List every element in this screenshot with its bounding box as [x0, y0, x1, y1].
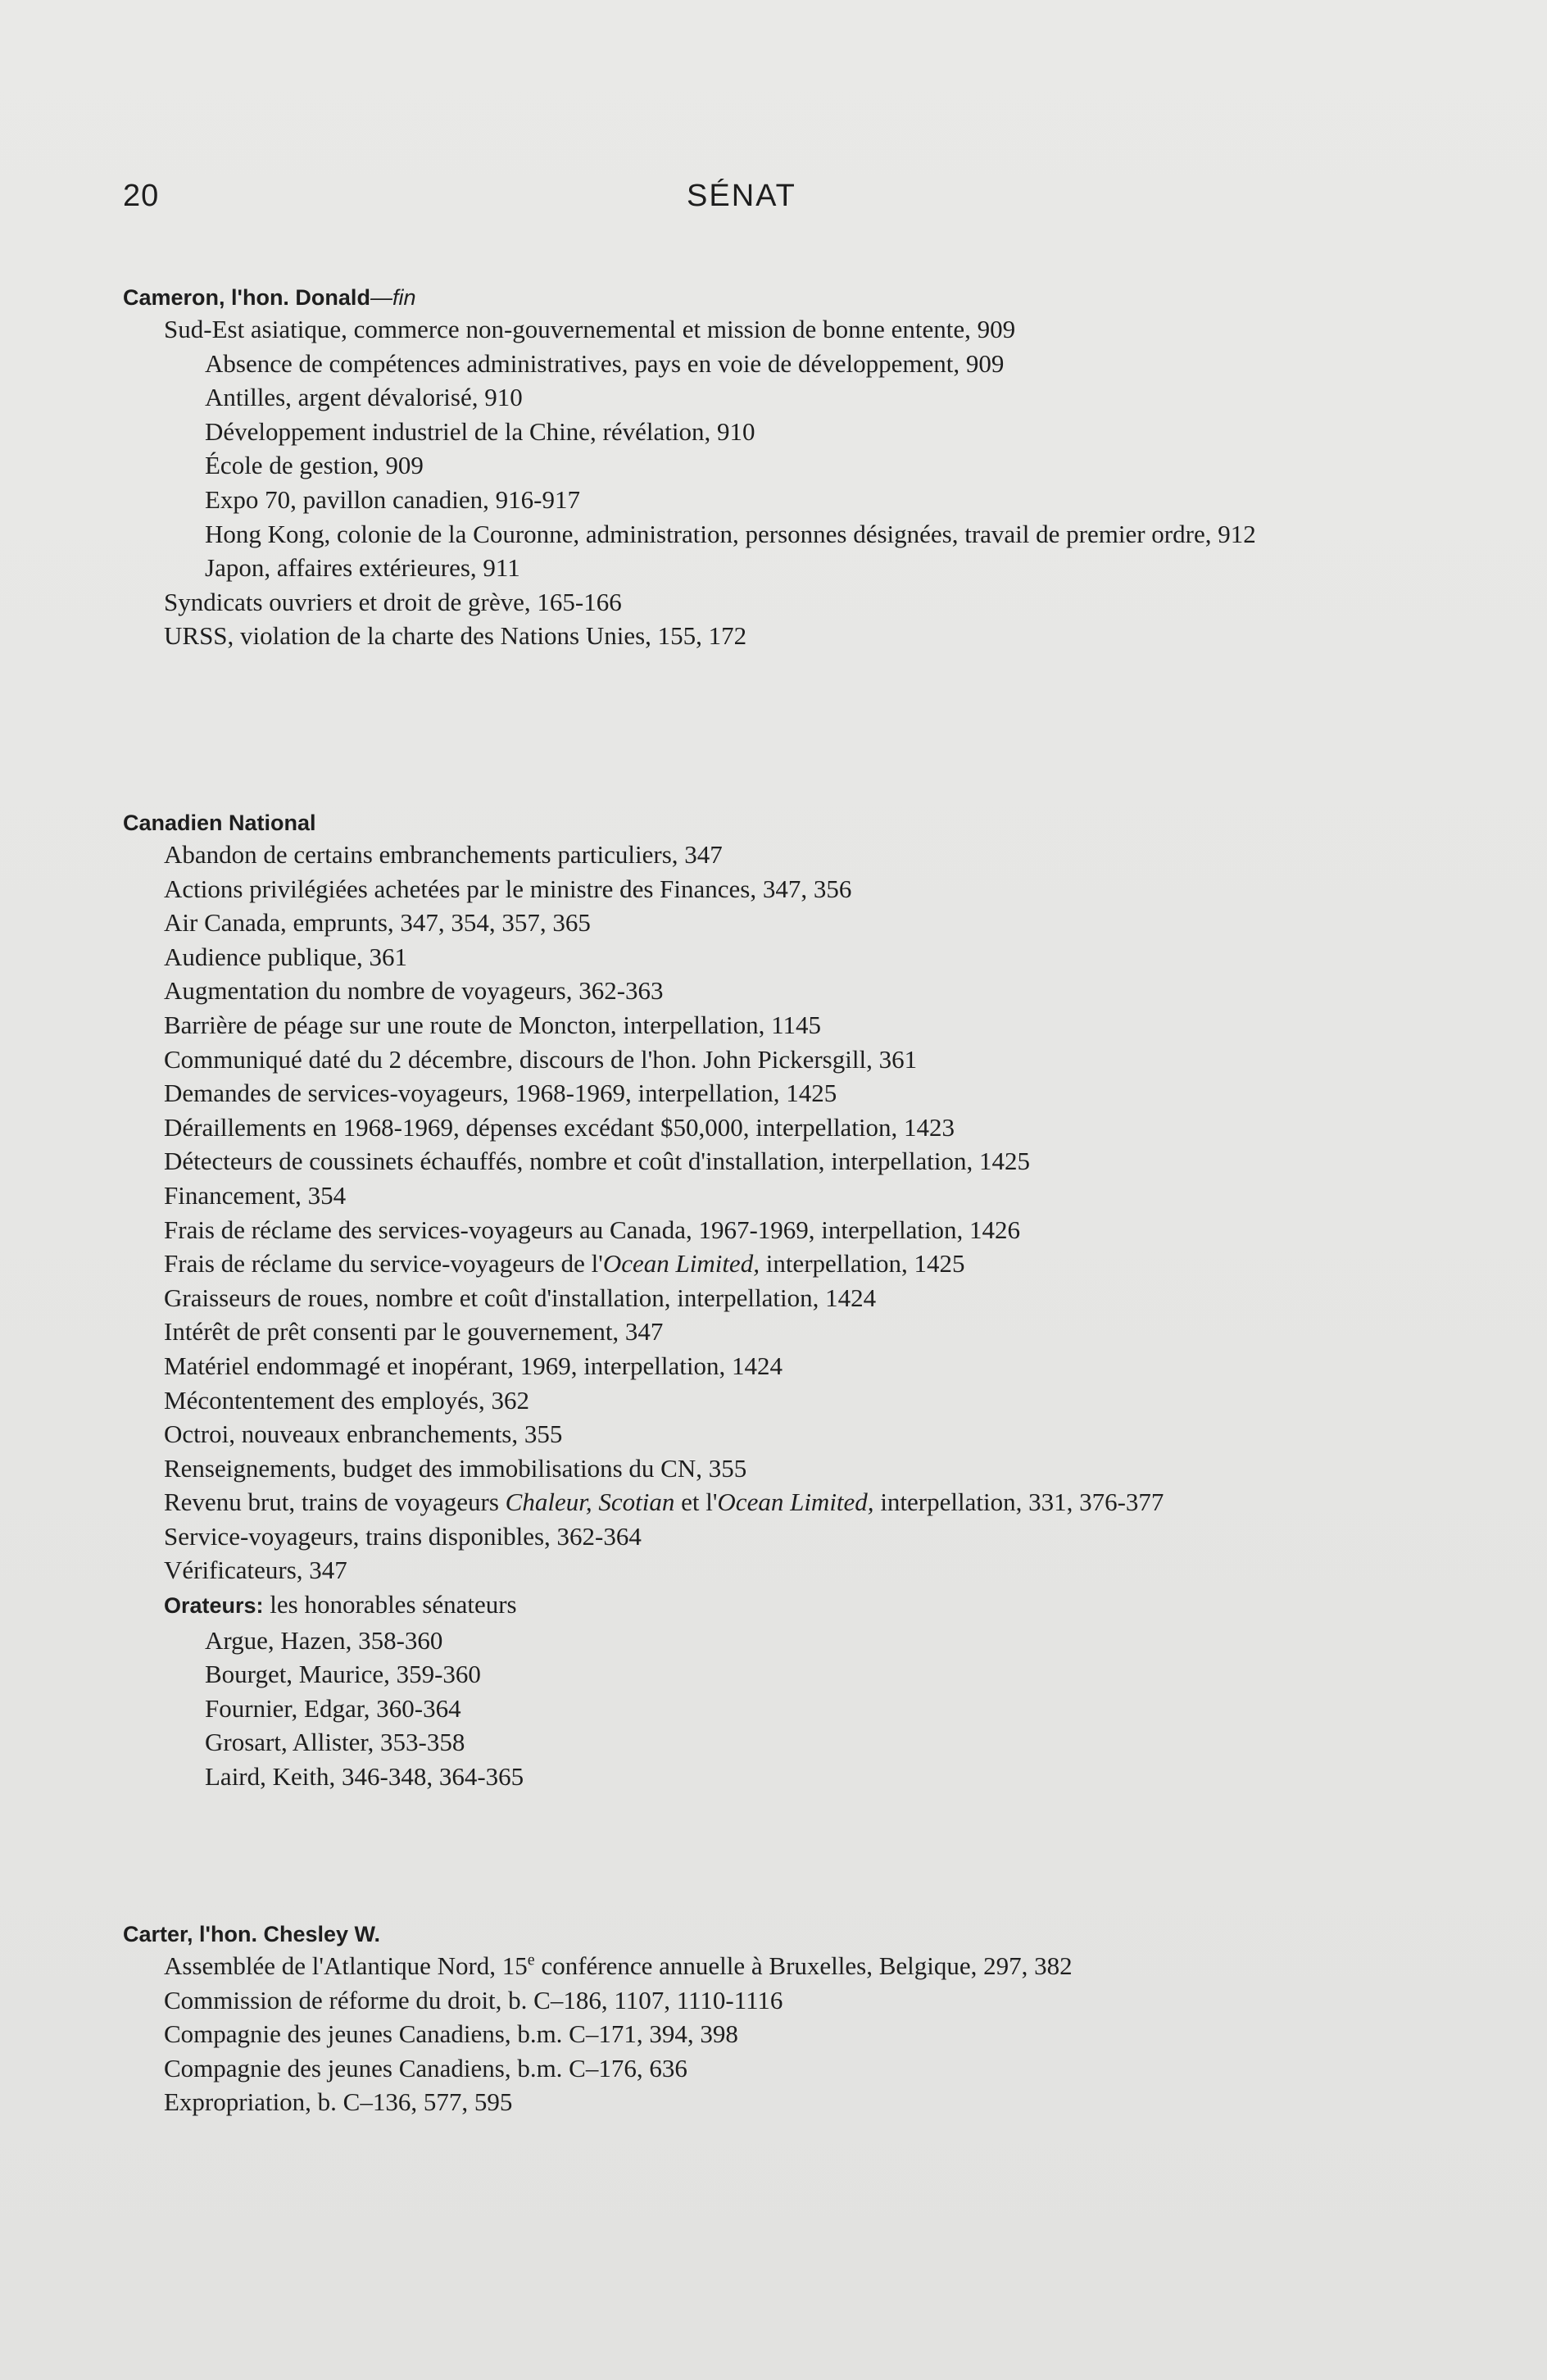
subentry [123, 1247, 1434, 1281]
subentry [123, 1485, 1434, 1519]
subentry: Augmentation du nombre de voyageurs, 362-363 [164, 976, 664, 1006]
subentry: Expo 70, pavillon canadien, 916-917 [205, 484, 581, 514]
subentry: Abandon de certains embranchements particuliers, 347 [164, 840, 723, 869]
subentry: Syndicats ouvriers et droit de grève, 165-166 [164, 587, 622, 616]
subentry-text: Assemblée de l'Atlantique Nord, 15 [164, 1951, 528, 1980]
subentry: Compagnie des jeunes Canadiens, b.m. C–171, 394, 398 [164, 2019, 738, 2049]
subentry: Octroi, nouveaux enbranchements, 355 [164, 1419, 563, 1449]
subentry-list [123, 838, 1434, 1794]
subentry: Matériel endommagé et inopérant, 1969, interpellation, 1424 [164, 1351, 783, 1380]
subentry: Sud-Est asiatique, commerce non-gouvernemental et mission de bonne entente, 909 [164, 315, 1016, 343]
train-name: Chaleur, Scotian [505, 1488, 675, 1517]
running-head-title: SÉNAT [687, 179, 796, 213]
subentry [123, 1949, 1434, 1983]
subentry: Compagnie des jeunes Canadiens, b.m. C–176, 636 [164, 2053, 687, 2082]
speaker-entry: Argue, Hazen, 358-360 [205, 1625, 443, 1655]
subentry: Expropriation, b. C–136, 577, 595 [164, 2087, 513, 2117]
speakers-text: les honorables sénateurs [263, 1590, 517, 1619]
subentry: Intérêt de prêt consenti par le gouvernement, 347 [164, 1317, 664, 1347]
heading-name: Cameron, l'hon. Donald [123, 285, 370, 310]
speakers-heading [123, 1587, 1434, 1624]
train-name: Ocean Limited, [717, 1488, 874, 1517]
subentry: URSS, violation de la charte des Nations Unies, 155, 172 [164, 621, 747, 651]
subentry: Actions privilégiées achetées par le ministre des Finances, 347, 356 [164, 874, 852, 903]
subentry: Déraillements en 1968-1969, dépenses excédant $50,000, interpellation, 1423 [164, 1112, 955, 1142]
index-entry-canadien-national [123, 808, 1434, 1794]
subentry: Commission de réforme du droit, b. C–186, 1107, 1110-1116 [164, 1985, 783, 2014]
subentry-text: interpellation, 1425 [759, 1249, 965, 1279]
subentry: Frais de réclame des services-voyageurs au Canada, 1967-1969, interpellation, 1426 [164, 1215, 1021, 1244]
subentry: Graisseurs de roues, nombre et coût d'installation, interpellation, 1424 [164, 1283, 877, 1312]
speakers-label: Orateurs: [164, 1593, 264, 1619]
subentry-text: conférence annuelle à Bruxelles, Belgique, 297, 382 [534, 1951, 1073, 1980]
subentry: Vérificateurs, 347 [164, 1556, 347, 1585]
subentry: Détecteurs de coussinets échauffés, nombre et coût d'installation, interpellation, 1425 [164, 1147, 1030, 1176]
subentry: Développement industriel de la Chine, révélation, 910 [205, 416, 755, 446]
heading-suffix: —fin [370, 285, 416, 310]
train-name: Ocean Limited, [602, 1249, 760, 1279]
page-number: 20 [123, 179, 160, 213]
entry-heading [123, 283, 1434, 312]
speaker-entry: Laird, Keith, 346-348, 364-365 [205, 1762, 524, 1792]
subentry: Antilles, argent dévalorisé, 910 [205, 383, 523, 412]
subentry: Barrière de péage sur une route de Moncton, interpellation, 1145 [164, 1010, 821, 1039]
entry-heading: Canadien National [123, 811, 316, 835]
subentry: Air Canada, emprunts, 347, 354, 357, 365 [164, 908, 591, 938]
subentry: Audience publique, 361 [164, 942, 408, 971]
index-entry-cameron [123, 283, 1434, 653]
subentry-list [123, 312, 1434, 653]
subentry: Communiqué daté du 2 décembre, discours de l'hon. John Pickersgill, 361 [164, 1044, 918, 1074]
subentry: Absence de compétences administratives, pays en voie de développement, 909 [205, 348, 1005, 378]
subentry: Demandes de services-voyageurs, 1968-1969, interpellation, 1425 [164, 1079, 837, 1108]
subentry: Service-voyageurs, trains disponibles, 362-364 [164, 1521, 642, 1551]
speaker-entry: Bourget, Maurice, 359-360 [205, 1660, 481, 1689]
subentry-text: Revenu brut, trains de voyageurs [164, 1488, 506, 1517]
speaker-entry: Fournier, Edgar, 360-364 [205, 1693, 461, 1723]
entry-heading: Carter, l'hon. Chesley W. [123, 1922, 381, 1946]
subentry-list [123, 1949, 1434, 2119]
subentry-text: et l' [674, 1488, 718, 1517]
index-entry-carter [123, 1919, 1434, 2119]
subentry: Hong Kong, colonie de la Couronne, administration, personnes désignées, travail de premier ordre, 912 [205, 519, 1256, 548]
subentry-text: Frais de réclame du service-voyageurs de l' [164, 1249, 603, 1279]
ordinal-superscript: e [527, 1951, 535, 1969]
subentry-text: interpellation, 331, 376-377 [873, 1488, 1164, 1517]
subentry: École de gestion, 909 [205, 451, 424, 480]
subentry: Financement, 354 [164, 1180, 347, 1210]
subentry: Mécontentement des employés, 362 [164, 1385, 529, 1415]
subentry: Renseignements, budget des immobilisations du CN, 355 [164, 1453, 747, 1483]
speaker-entry: Grosart, Allister, 353-358 [205, 1728, 465, 1757]
subentry: Japon, affaires extérieures, 911 [205, 553, 520, 583]
